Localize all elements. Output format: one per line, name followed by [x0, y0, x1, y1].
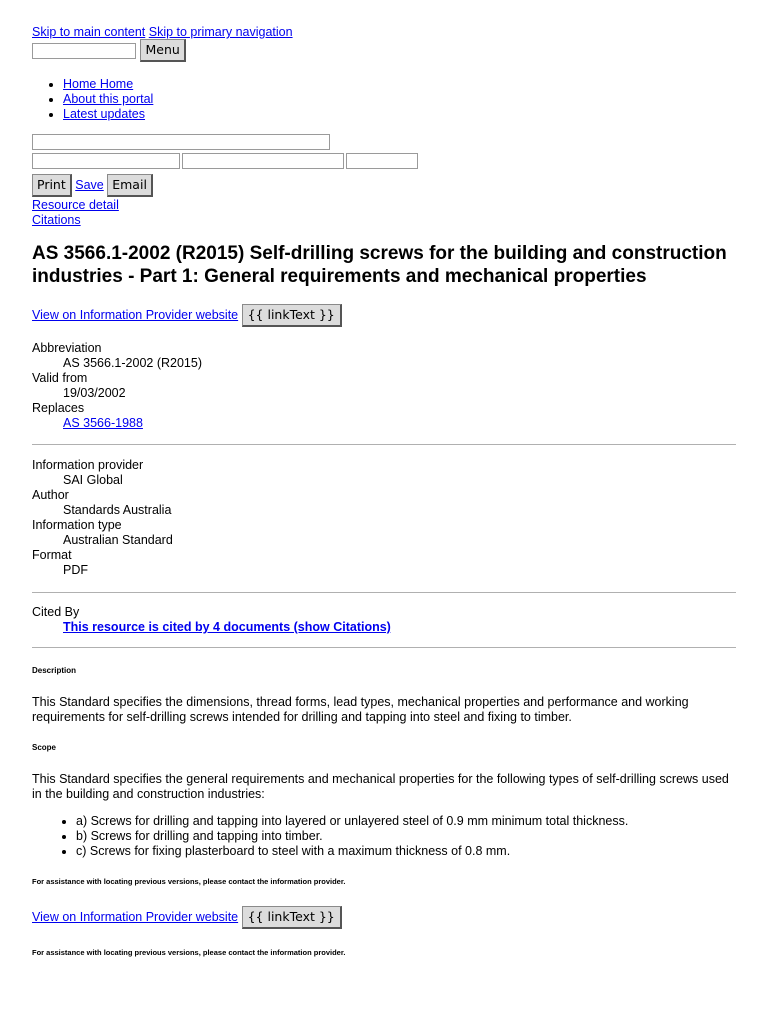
- tab-resource-detail[interactable]: Resource detail: [32, 198, 119, 212]
- provider-link-row: [32, 304, 342, 327]
- scope-item: • a) Screws for drilling and tapping into layered or unlayered steel of 0.9 mm minimum total thickness.: [76, 814, 628, 829]
- cited-by-section: [32, 605, 391, 635]
- divider: [32, 647, 736, 648]
- detail-label-abbreviation: Abbreviation: [32, 341, 102, 355]
- header-bar: [32, 39, 186, 62]
- primary-navigation: [32, 77, 153, 122]
- divider: [32, 592, 736, 593]
- detail-label-valid-from: Valid from: [32, 371, 88, 385]
- nav-item-latest: [63, 107, 153, 122]
- meta-label-author: Author: [32, 488, 69, 502]
- scope-heading: Scope: [32, 743, 57, 752]
- filter-input-2[interactable]: [182, 153, 344, 169]
- search-input[interactable]: [32, 43, 136, 59]
- page-title: AS 3566.1-2002 (R2015) Self-drilling screws for the building and construction industries - Part 1: General requirements and mechanical properties: [32, 243, 727, 287]
- meta-value-provider: SAI Global: [63, 473, 123, 487]
- provider-link-row: [32, 906, 342, 929]
- divider: [32, 444, 736, 445]
- description-text: This Standard specifies the dimensions, thread forms, lead types, mechanical properties and performance and working requirements for self-drilling screws intended for drilling and tapping into steel and fixing to timber.: [32, 695, 689, 724]
- toolbar: [32, 174, 153, 197]
- nav-item-about: [63, 92, 153, 107]
- resource-tabs: [32, 198, 119, 228]
- meta-label-format: Format: [32, 548, 72, 562]
- show-citations-link[interactable]: This resource is cited by 4 documents (show Citations): [63, 620, 391, 634]
- details-list: [32, 341, 202, 431]
- skip-to-nav-link[interactable]: Skip to primary navigation: [148, 25, 293, 39]
- nav-item-home: [63, 77, 153, 92]
- search-form-row-1: [32, 134, 330, 150]
- meta-value-info-type: Australian Standard: [63, 533, 173, 547]
- detail-value-valid-from: 19/03/2002: [63, 386, 126, 400]
- meta-list: [32, 458, 173, 578]
- view-provider-link[interactable]: View on Information Provider website: [32, 910, 239, 924]
- save-link[interactable]: Save: [75, 178, 104, 192]
- scope-item: • c) Screws for fixing plasterboard to steel with a maximum thickness of 0.8 mm.: [76, 844, 628, 859]
- meta-label-info-type: Information type: [32, 518, 122, 532]
- meta-value-format: PDF: [63, 563, 88, 577]
- detail-value-abbreviation: AS 3566.1-2002 (R2015): [63, 356, 202, 370]
- description-heading: Description: [32, 666, 77, 675]
- nav-link-about[interactable]: About this portal: [63, 92, 154, 106]
- scope-list: [32, 814, 628, 859]
- nav-link-latest-updates[interactable]: Latest updates: [63, 107, 146, 121]
- replaces-link[interactable]: AS 3566-1988: [63, 416, 143, 430]
- nav-link-home[interactable]: Home Home: [63, 77, 134, 91]
- detail-value-replaces: [63, 416, 202, 431]
- search-form-row-2: [32, 153, 418, 169]
- filter-input-3[interactable]: [346, 153, 418, 169]
- meta-label-provider: Information provider: [32, 458, 144, 472]
- scope-item: • b) Screws for drilling and tapping into timber.: [76, 829, 628, 844]
- email-button[interactable]: Email: [107, 174, 153, 197]
- cited-by-value: [63, 620, 391, 635]
- tab-citations[interactable]: Citations: [32, 213, 81, 227]
- meta-value-author: Standards Australia: [63, 503, 172, 517]
- menu-button[interactable]: Menu: [140, 39, 185, 62]
- scope-text: This Standard specifies the general requirements and mechanical properties for the following types of self-drilling screws used in the building and construction industries:: [32, 772, 729, 801]
- skip-links: [32, 25, 293, 40]
- filter-input-1[interactable]: [32, 153, 180, 169]
- assistance-note: For assistance with locating previous versions, please contact the information provider.: [32, 948, 346, 957]
- view-provider-link[interactable]: View on Information Provider website: [32, 308, 239, 322]
- skip-to-main-link[interactable]: Skip to main content: [32, 25, 146, 39]
- keyword-input[interactable]: [32, 134, 330, 150]
- detail-label-replaces: Replaces: [32, 401, 85, 415]
- cited-by-label: Cited By: [32, 605, 80, 619]
- link-text-button[interactable]: {{ linkText }}: [242, 906, 342, 929]
- print-button[interactable]: Print: [32, 174, 72, 197]
- link-text-button[interactable]: {{ linkText }}: [242, 304, 342, 327]
- assistance-note: For assistance with locating previous versions, please contact the information provider.: [32, 877, 346, 886]
